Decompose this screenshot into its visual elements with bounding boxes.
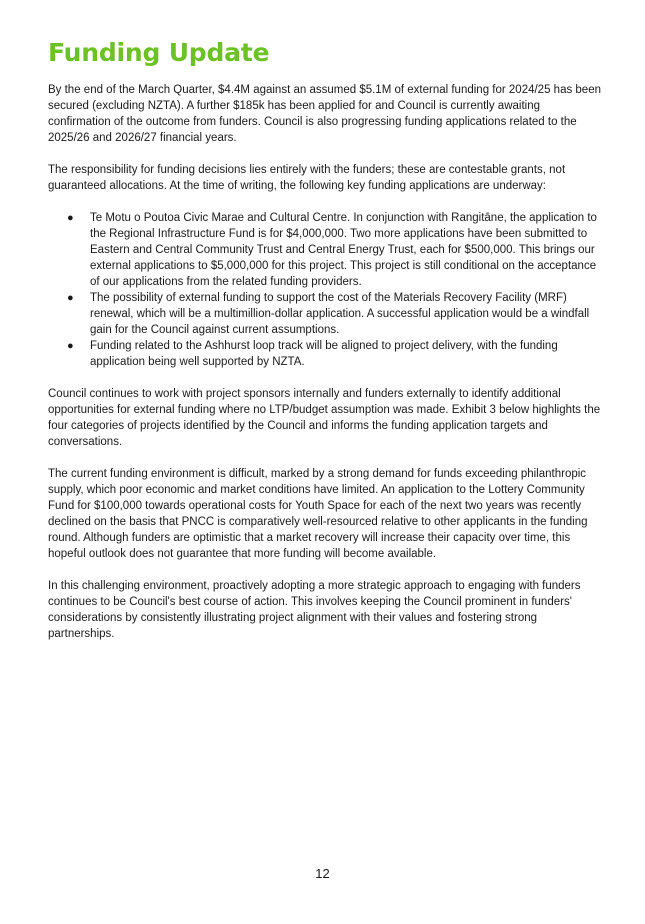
paragraph-strategy: In this challenging environment, proactively adopting a more strategic approach to engaging with funders continues to be Council's best course of action. This involves keeping the Council prominent in funders' considerations by consistently illustrating project alignment with their values and fostering strong partnerships.: [48, 580, 581, 640]
list-item: [67, 210, 604, 290]
list-item: [67, 290, 604, 338]
document-page: [48, 38, 604, 658]
page-title: Funding Update: [48, 38, 270, 67]
bullet-icon: ●: [67, 212, 74, 224]
paragraph-responsibility: The responsibility for funding decisions lies entirely with the funders; these are contestable grants, not guaranteed allocations. At the time of writing, the following key funding applications are underway:: [48, 164, 566, 192]
bullet-icon: ●: [67, 340, 74, 352]
list-item-text: Funding related to the Ashhurst loop track will be aligned to project delivery, with the funding application being well supported by NZTA.: [90, 340, 558, 368]
paragraph-funding-environment: The current funding environment is difficult, marked by a strong demand for funds exceeding philanthropic supply, which poor economic and market conditions have limited. An application to the Lottery Community Fund for $100,000 towards operational costs for Youth Space for each of the next two years was recently declined on the basis that PNCC is comparatively well-resourced relative to other applicants in the funding round. Although funders are optimistic that a market recovery will increase their capacity over time, this hopeful outlook does not guarantee that more funding will become available.: [48, 468, 588, 560]
funding-applications-list: [48, 210, 604, 370]
bullet-icon: ●: [67, 292, 74, 304]
paragraph-opportunities: Council continues to work with project sponsors internally and funders externally to identify additional opportunities for external funding where no LTP/budget assumption was made. Exhibit 3 below highlights the four categories of projects identified by the Council and informs the funding application targets and conversations.: [48, 388, 601, 448]
page-number: 12: [315, 866, 330, 881]
list-item-text: Te Motu o Poutoa Civic Marae and Cultural Centre. In conjunction with Rangitāne, the application to the Regional Infrastructure Fund is for $4,000,000. Two more applications have been submitted to Eastern and Central Community Trust and Central Energy Trust, each for $500,000. This brings our external applications to $5,000,000 for this project. This project is still conditional on the acceptance of our applications from the related funding providers.: [90, 212, 597, 288]
list-item-text: The possibility of external funding to support the cost of the Materials Recovery Facility (MRF) renewal, which will be a multimillion-dollar application. A successful application would be a windfall gain for the Council against current assumptions.: [90, 292, 590, 336]
paragraph-funding-summary: By the end of the March Quarter, $4.4M against an assumed $5.1M of external funding for 2024/25 has been secured (excluding NZTA). A further $185k has been applied for and Council is currently awaiting confirmation of the outcome from funders. Council is also progressing funding applications related to the 2025/26 and 2026/27 financial years.: [48, 84, 601, 144]
list-item: [67, 338, 604, 370]
